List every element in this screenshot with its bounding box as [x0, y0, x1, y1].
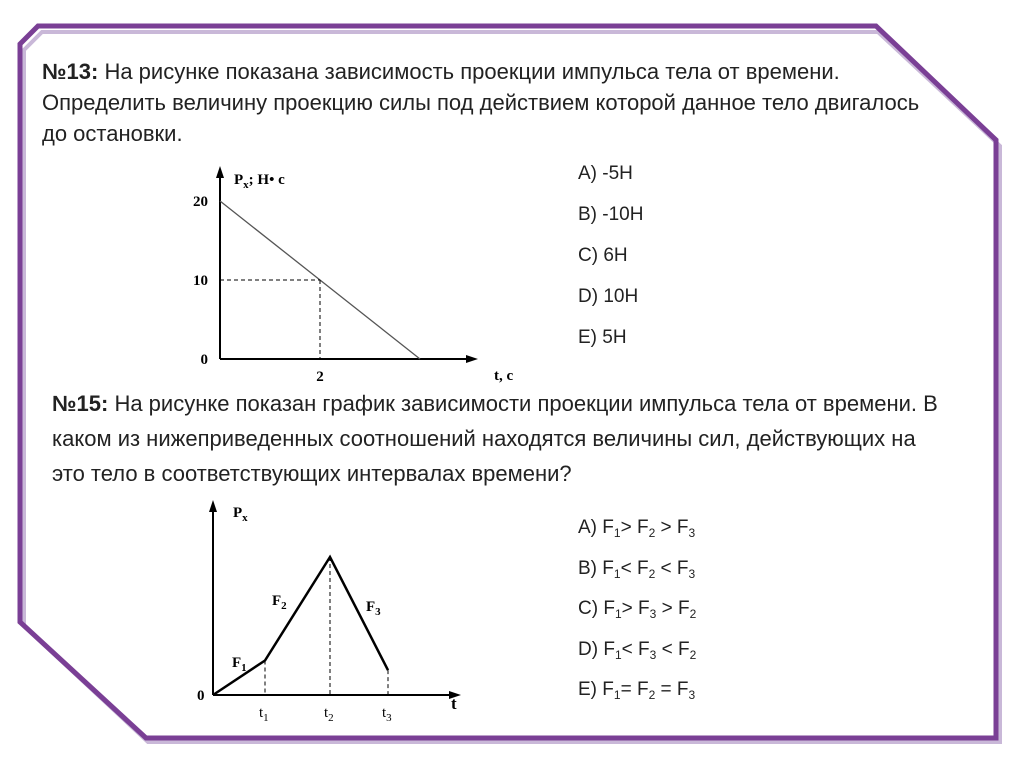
answer-subscript: 1 [614, 607, 622, 621]
y-axis-arrow [209, 500, 217, 512]
answer-text: > F [655, 517, 689, 538]
answer-e[interactable]: E) 5Н [578, 327, 627, 348]
answer-a[interactable]: A) -5Н [578, 163, 633, 184]
answer-text: > F [621, 598, 650, 619]
answer-d[interactable] [578, 634, 696, 675]
y-tick-label: 20 [193, 194, 208, 210]
y-tick-label: 10 [193, 273, 208, 289]
answer-b[interactable]: B) -10Н [578, 204, 644, 225]
answer-subscript: 1 [613, 566, 621, 581]
answer-text: < F [655, 557, 689, 579]
answer-subscript: 2 [648, 688, 656, 702]
answer-subscript: 2 [689, 607, 697, 621]
answer-text: > F [656, 598, 690, 619]
answer-subscript: 3 [688, 526, 696, 540]
origin-label: 0 [197, 688, 205, 704]
answer-c[interactable]: C) 6Н [578, 245, 628, 266]
answer-subscript: 2 [689, 647, 697, 662]
problem-15-number: №15: [52, 391, 109, 416]
answer-a[interactable] [578, 512, 696, 553]
answer-label: D) [578, 638, 604, 660]
y-tick-label: 0 [200, 352, 208, 368]
y-axis-arrow [216, 166, 224, 178]
answer-subscript: 3 [649, 607, 657, 621]
answer-subscript: 1 [613, 688, 621, 702]
x-tick-label: $t_2$ [324, 705, 334, 724]
series-line [213, 557, 388, 695]
y-axis-label: $P_x$ [233, 505, 248, 524]
x-tick-label: $t_3$ [382, 705, 392, 724]
answer-text: F [603, 638, 615, 660]
answer-text: = F [620, 679, 649, 700]
answer-label: E) [578, 679, 603, 700]
answer-subscript: 1 [613, 526, 621, 540]
x-axis-label: t [451, 694, 457, 713]
answer-text: F [603, 598, 615, 619]
segment-label: $F_1$ [232, 655, 247, 674]
answer-text: < F [656, 638, 690, 660]
answer-text: < F [620, 557, 649, 579]
problem-13-text [42, 56, 922, 149]
momentum-chart-15 [195, 495, 475, 730]
answer-e[interactable] [578, 674, 696, 715]
answer-subscript: 3 [688, 688, 696, 702]
problem-15-body: На рисунке показан график зависимости проекции импульса тела от времени. В каком из нижеприведенных соотношений находятся величины сил, действующих на это тело в соответствующих интервалах времени? [52, 391, 938, 486]
problem-13-answers [578, 158, 643, 363]
answer-text: F [602, 517, 614, 538]
answer-b[interactable] [578, 553, 696, 594]
y-axis-label: $P_x$; Н• с [234, 172, 285, 191]
answer-text: F [602, 679, 614, 700]
answer-label: A) [578, 517, 603, 538]
answer-c[interactable] [578, 593, 696, 634]
answer-subscript: 3 [649, 647, 657, 662]
answer-subscript: 2 [648, 526, 656, 540]
answer-text: < F [621, 638, 650, 660]
momentum-chart-13 [180, 160, 530, 390]
answer-subscript: 2 [648, 566, 656, 581]
answer-label: C) [578, 598, 604, 619]
answer-d[interactable]: D) 10Н [578, 286, 639, 307]
segment-label: $F_2$ [272, 593, 287, 612]
problem-13-number: №13: [42, 59, 99, 84]
problem-15-text [52, 386, 952, 491]
segment-label: $F_3$ [366, 599, 381, 618]
answer-text: > F [620, 517, 649, 538]
answer-text: = F [655, 679, 689, 700]
x-tick-label: 2 [316, 369, 324, 385]
answer-label: B) [578, 557, 603, 579]
x-axis-label: t, с [494, 368, 514, 384]
answer-text: F [602, 557, 614, 579]
x-axis-arrow [466, 355, 478, 363]
problem-13-body: На рисунке показана зависимость проекции импульса тела от времени. Определить величину проекцию силы под действием которой данное тело двигалось до остановки. [42, 59, 920, 146]
answer-subscript: 3 [688, 566, 696, 581]
answer-subscript: 1 [614, 647, 622, 662]
x-tick-label: $t_1$ [259, 705, 269, 724]
problem-15-answers [578, 512, 696, 715]
